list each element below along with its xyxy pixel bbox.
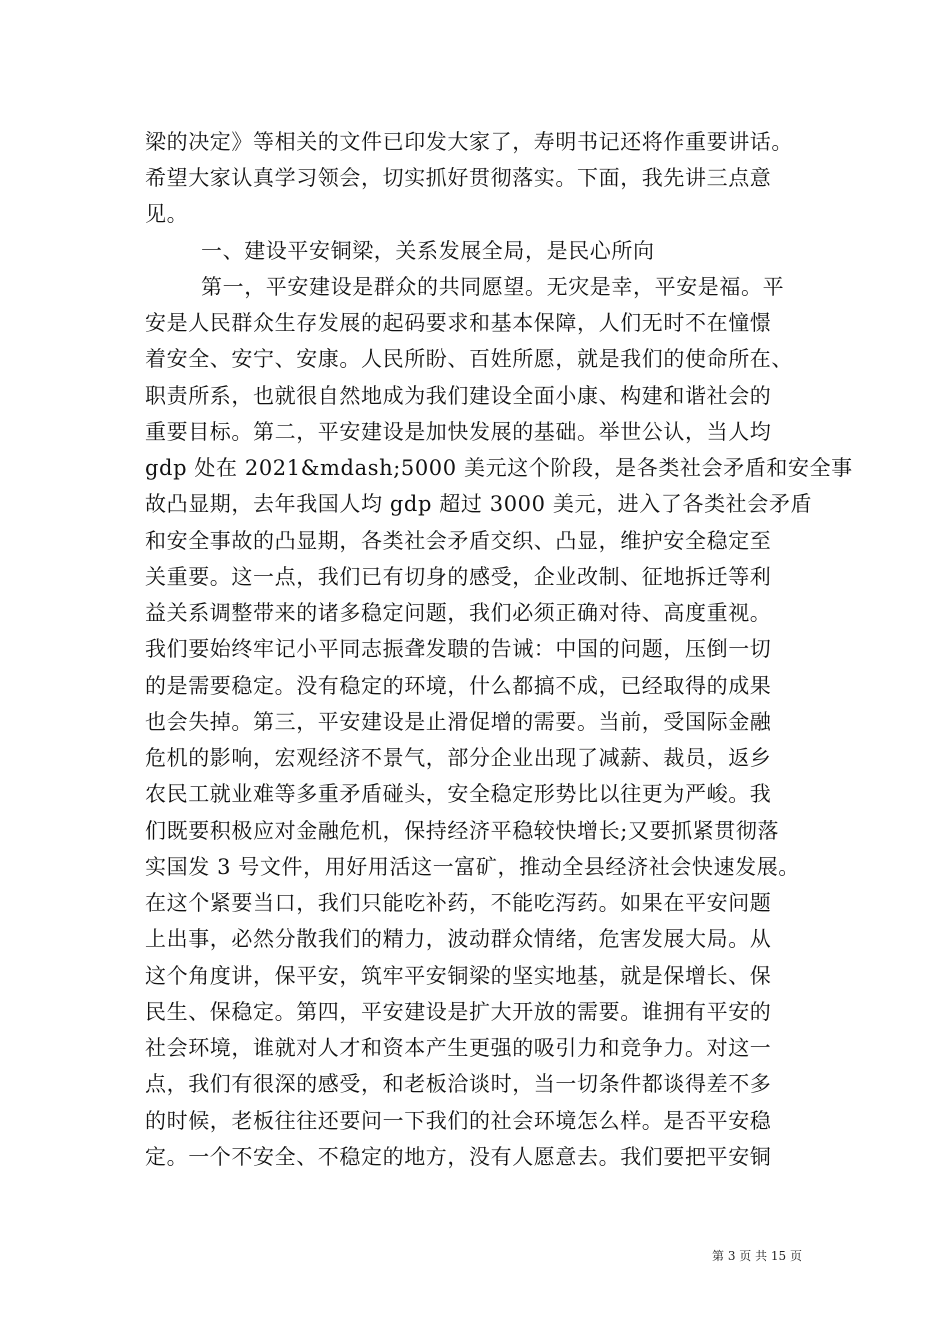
text-line: 点，我们有很深的感受，和老板洽谈时，当一切条件都谈得差不多 (145, 1072, 772, 1096)
text-line: 职责所系，也就很自然地成为我们建设全面小康、构建和谐社会的 (145, 384, 772, 408)
text-line: 关重要。这一点，我们已有切身的感受，企业改制、征地拆迁等利 (145, 565, 772, 589)
text-line: gdp 处在 2021&mdash;5000 美元这个阶段，是各类社会矛盾和安全事 (145, 456, 853, 480)
text-line: 社会环境，谁就对人才和资本产生更强的吸引力和竞争力。对这一 (145, 1036, 772, 1060)
text-line: 的时候，老板往往还要问一下我们的社会环境怎么样。是否平安稳 (145, 1109, 772, 1133)
text-line: 上出事，必然分散我们的精力，波动群众情绪，危害发展大局。从 (145, 927, 772, 951)
text-line: 着安全、安宁、安康。人民所盼、百姓所愿，就是我们的使命所在、 (145, 347, 793, 371)
text-line: 在这个紧要当口，我们只能吃补药，不能吃泻药。如果在平安问题 (145, 891, 772, 915)
text-line: 定。一个不安全、不稳定的地方，没有人愿意去。我们要把平安铜 (145, 1145, 772, 1169)
text-line: 故凸显期，去年我国人均 gdp 超过 3000 美元，进入了各类社会矛盾 (145, 492, 813, 516)
text-line: 我们要始终牢记小平同志振聋发聩的告诫：中国的问题，压倒一切 (145, 637, 772, 661)
text-line: 益关系调整带来的诸多稳定问题，我们必须正确对待、高度重视。 (145, 601, 772, 625)
text-line: 的是需要稳定。没有稳定的环境，什么都搞不成，已经取得的成果 (145, 674, 772, 698)
page-number-footer: 第 3 页 共 15 页 (712, 1249, 802, 1263)
text-line: 也会失掉。第三，平安建设是止滑促增的需要。当前，受国际金融 (145, 710, 772, 734)
text-line: 们既要积极应对金融危机，保持经济平稳较快增长;又要抓紧贯彻落 (145, 819, 780, 843)
text-line: 第一，平安建设是群众的共同愿望。无灾是幸，平安是福。平 (201, 275, 785, 299)
text-line: 和安全事故的凸显期，各类社会矛盾交织、凸显，维护安全稳定至 (145, 529, 772, 553)
text-line: 见。 (145, 202, 189, 226)
section-heading: 一、建设平安铜梁，关系发展全局，是民心所向 (201, 239, 655, 263)
text-line: 农民工就业难等多重矛盾碰头，安全稳定形势比以往更为严峻。我 (145, 782, 772, 806)
text-line: 重要目标。第二，平安建设是加快发展的基础。举世公认，当人均 (145, 420, 772, 444)
text-line: 这个角度讲，保平安，筑牢平安铜梁的坚实地基，就是保增长、保 (145, 964, 772, 988)
text-line: 危机的影响，宏观经济不景气，部分企业出现了减薪、裁员，返乡 (145, 746, 772, 770)
text-line: 安是人民群众生存发展的起码要求和基本保障，人们无时不在憧憬 (145, 311, 772, 335)
text-line: 实国发 3 号文件，用好用活这一富矿，推动全县经济社会快速发展。 (145, 855, 800, 879)
text-line: 梁的决定》等相关的文件已印发大家了，寿明书记还将作重要讲话。 (145, 130, 793, 154)
text-line: 希望大家认真学习领会，切实抓好贯彻落实。下面，我先讲三点意 (145, 166, 772, 190)
text-line: 民生、保稳定。第四，平安建设是扩大开放的需要。谁拥有平安的 (145, 1000, 772, 1024)
